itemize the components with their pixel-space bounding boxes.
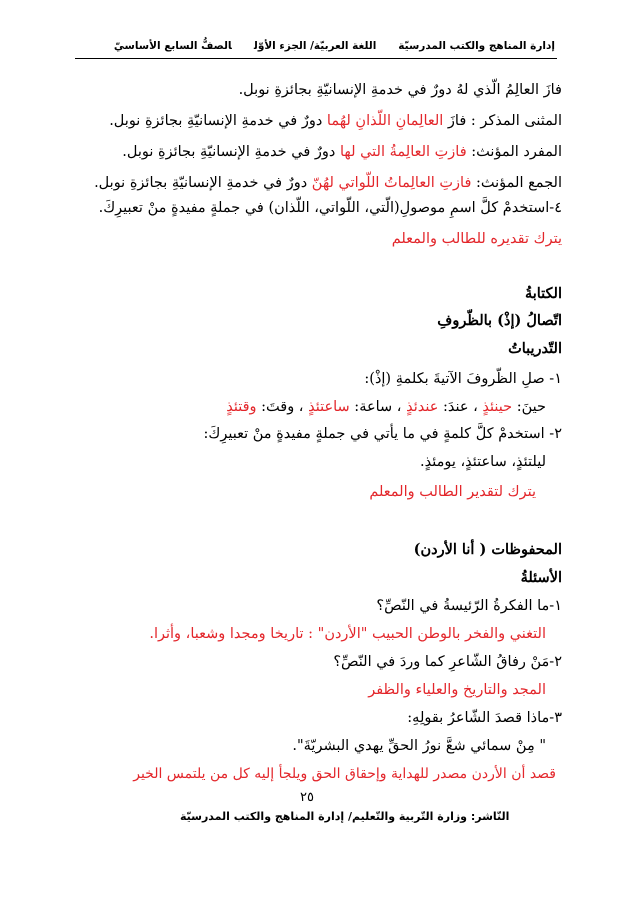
ans-saataidh: ساعتئذٍ bbox=[308, 399, 350, 415]
ans-waqtaidh: وقتئذٍ bbox=[226, 399, 257, 415]
plural-fem-answer: فازتِ العالِماتُ اللّواتي لهُنّ bbox=[311, 175, 472, 191]
page-number: ٢٥ bbox=[300, 790, 314, 805]
page-header bbox=[75, 40, 555, 52]
question-4: ٤-استخدمْ كلَّ اسمِ موصولِ(الّتي، اللّواتي، اللّذان) في جملةٍ مفيدةٍ منْ تعبيرِكَ. bbox=[98, 200, 562, 216]
ans-inda-label: ، عندَ: bbox=[438, 399, 483, 415]
question-s2: ٢-مَنْ رفاقُ الشّاعرِ كما وردَ في النّصِّ؟ bbox=[333, 654, 562, 670]
header-subject: اللغة العربيّة/ الجزء الأوّل bbox=[253, 40, 377, 52]
question-4-answer: يترك تقديره للطالب والمعلم bbox=[391, 231, 562, 247]
line-singular-feminine bbox=[122, 142, 562, 162]
line-plural-feminine bbox=[94, 173, 562, 193]
ans-waqt-label: ، وقتَ: bbox=[256, 399, 309, 415]
question-s3: ٣-ماذا قصدَ الشّاعرُ بقولِهِ: bbox=[407, 710, 562, 726]
ans-hinaidh: حينئذٍ bbox=[482, 399, 513, 415]
exercise-2-words: ليلتئذٍ، ساعتئذٍ، يومئذٍ. bbox=[419, 454, 546, 470]
dual-rest: دورٌ في خدمةِ الإنسانيّةِ بجائزةِ نوبل. bbox=[109, 113, 327, 129]
question-s3-answer: قصد أن الأردن مصدر للهداية وإحقاق الحق ويلجأ إليه كل من يلتمس الخير bbox=[133, 766, 556, 782]
question-s1: ١-ما الفكرةُ الرّئيسةُ في النّصِّ؟ bbox=[376, 598, 562, 614]
singular-fem-rest: دورٌ في خدمةِ الإنسانيّةِ بجائزةِ نوبل. bbox=[122, 144, 340, 160]
line-example-singular: فازَ العالِمُ الّذي لهُ دورٌ في خدمةِ الإنسانيّةِ بجائزةِ نوبل. bbox=[238, 82, 562, 98]
plural-fem-rest: دورٌ في خدمةِ الإنسانيّةِ بجائزةِ نوبل. bbox=[94, 175, 312, 191]
section-questions: الأسئلةُ bbox=[520, 569, 562, 586]
singular-fem-answer: فازتِ العالِمةُ التي لها bbox=[339, 144, 467, 160]
header-grade: الصفُّ السابع الأساسيّ bbox=[113, 40, 232, 52]
section-title-writing: الكتابةُ bbox=[524, 285, 562, 302]
ans-hina-label: حينَ: bbox=[512, 399, 546, 415]
dual-answer: العالِمانِ اللّذانِ لهُما bbox=[326, 113, 444, 129]
section-exercises-1: التّدريباتُ bbox=[508, 340, 562, 357]
plural-fem-label: الجمع المؤنث: bbox=[471, 175, 562, 191]
exercise-2: ٢- استخدمْ كلَّ كلمةٍ في ما يأتي في جملةٍ مفيدةٍ منْ تعبيرِكَ: bbox=[203, 426, 562, 442]
ans-saa-label: ، ساعة: bbox=[349, 399, 407, 415]
section-subtitle-idh: اتّصالُ (إذْ) بالظّروفِ bbox=[437, 312, 562, 329]
question-s1-answer: التغني والفخر بالوطن الحبيب "الأردن" : تاريخا ومجدا وشعبا، وأثرا. bbox=[149, 626, 546, 642]
dual-label: المثنى المذكر : فازَ bbox=[443, 113, 562, 129]
header-rule bbox=[75, 58, 557, 59]
header-dept: إدارة المناهج والكتب المدرسيّة bbox=[398, 40, 555, 52]
line-dual-masculine bbox=[109, 111, 562, 131]
section-title-memorized: المحفوظات ( أنا الأردن) bbox=[413, 541, 562, 558]
singular-fem-label: المفرد المؤنث: bbox=[466, 144, 562, 160]
question-s3-quote: " مِنْ سمائي شعَّ نورُ الحقِّ يهدي البشريّةَ". bbox=[292, 738, 546, 754]
exercise-2-answer: يترك لتقدير الطالب والمعلم bbox=[369, 484, 536, 500]
exercise-1: ١- صلِ الظّروفَ الآتيةَ بكلمةِ (إذْ): bbox=[364, 371, 562, 387]
exercise-1-answer bbox=[226, 397, 546, 417]
publisher-footer: النّاشر: وزارة التّربية والتّعليم/ إدارة المناهج والكتب المدرسيّة bbox=[180, 810, 510, 823]
question-s2-answer: المجد والتاريخ والعلياء والظفر bbox=[368, 682, 546, 698]
ans-indaidh: عندئذٍ bbox=[406, 399, 439, 415]
